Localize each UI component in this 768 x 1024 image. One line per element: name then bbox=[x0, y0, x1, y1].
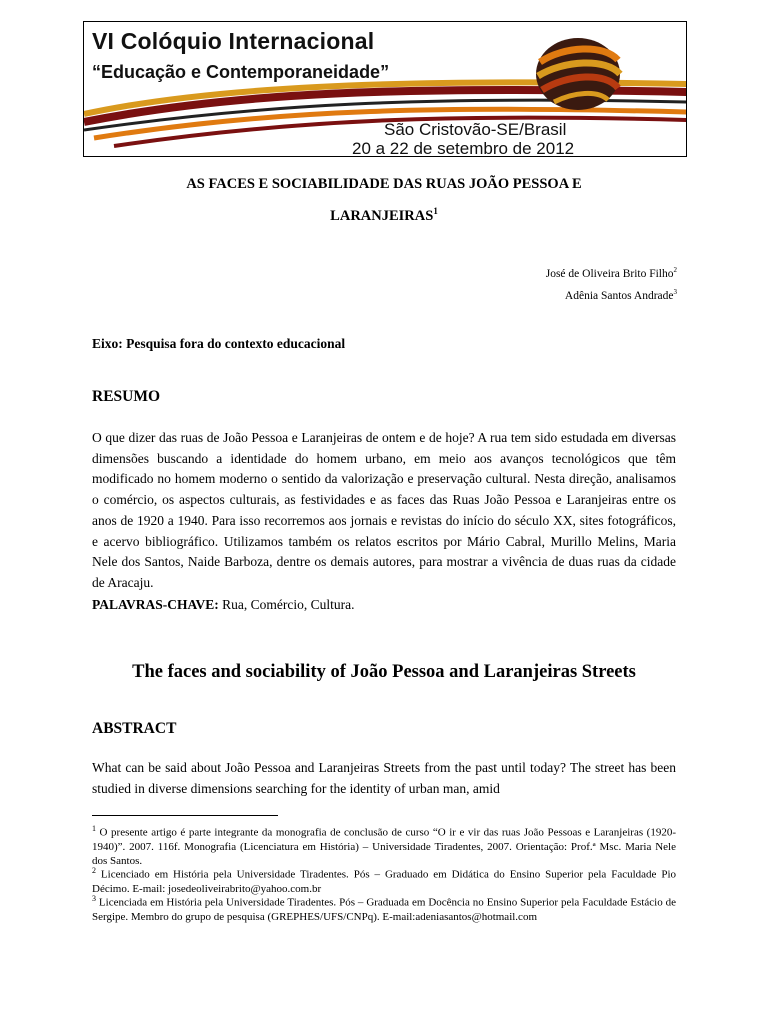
resumo-text: O que dizer das ruas de João Pessoa e Laranjeiras de ontem e de hoje? A rua tem sido estudada em diversas dimensões buscando a identidade do homem urbano, em meio aos avanços tecnológicos que têm modificado no homem moderno o sentido da valorização e preservação cultural. Nesta direção, analisamos o comércio, os aspectos culturais, as festividades e as faces das Ruas João Pessoa e Laranjeiras entre os anos de 1920 a 1940. Para isso recorremos aos jornais e revistas do início do século XX, sites fotográficos, e acervo bibliográfico. Utilizamos também os relatos escritos por Mário Cabral, Murillo Melins, Maria Nele dos Santos, Naide Barboza, dentre os demais autores, para mostrar a vivência de duas ruas da cidade de Aracaju. bbox=[92, 430, 676, 590]
paper-title-line-1: AS FACES E SOCIABILIDADE DAS RUAS JOÃO PESSOA E bbox=[186, 176, 582, 192]
author-1: José de Oliveira Brito Filho$^2$ bbox=[545, 266, 677, 280]
footnote-3: $^3$ Licenciada em História pela Universidade Tiradentes. Pós – Graduada em Docência no Ensino Superior pela Faculdade Estácio de Sergipe. Membro do grupo de pesquisa (GREPHES/UFS/CNPq). E-mail:adeniasantos@hotmail.com bbox=[92, 894, 676, 923]
conference-banner bbox=[83, 21, 687, 157]
abstract-text: What can be said about João Pessoa and Laranjeiras Streets from the past until today? The street has been studied in diverse dimensions searching for the identity of urban man, amid bbox=[92, 760, 676, 796]
keywords: PALAVRAS-CHAVE: Rua, Comércio, Cultura. bbox=[92, 597, 355, 612]
paper-title-line-2: LARANJEIRAS$^1$ bbox=[330, 206, 438, 224]
banner-title: VI Colóquio Internacional bbox=[92, 28, 375, 54]
resumo-heading: RESUMO bbox=[92, 388, 161, 405]
banner-subtitle: “Educação e Contemporaneidade” bbox=[92, 62, 390, 82]
footnote-2: $^2$ Licenciado em História pela Universidade Tiradentes. Pós – Graduado em Didática do Ensino Superior pela Faculdade Pio Décimo. E-mail: josedeoliveirabrito@yahoo.com.br bbox=[92, 866, 676, 895]
footnote-ref-1: 1 bbox=[433, 206, 438, 216]
author-2: Adênia Santos Andrade$^3$ bbox=[564, 288, 677, 302]
banner-dates: 20 a 22 de setembro de 2012 bbox=[352, 139, 575, 157]
banner-place: São Cristovão-SE/Brasil bbox=[384, 120, 567, 139]
abstract-heading: ABSTRACT bbox=[92, 720, 177, 737]
footnote-divider bbox=[92, 815, 278, 816]
footnote-1: $^1$ O presente artigo é parte integrante da monografia de conclusão de curso “O ir e vir das ruas João Pessoas e Laranjeiras (1920-1940)”. 2007. 116f. Monografia (Licenciatura em História) – Universidade Tiradentes, 2007. Orientação: Prof.ª Msc. Maria Nele dos Santos. bbox=[92, 824, 676, 868]
english-title: The faces and sociability of João Pessoa and Laranjeiras Streets bbox=[132, 662, 636, 682]
eixo-label: Eixo: Pesquisa fora do contexto educacional bbox=[92, 336, 346, 351]
spiral-globe-icon bbox=[536, 38, 620, 110]
